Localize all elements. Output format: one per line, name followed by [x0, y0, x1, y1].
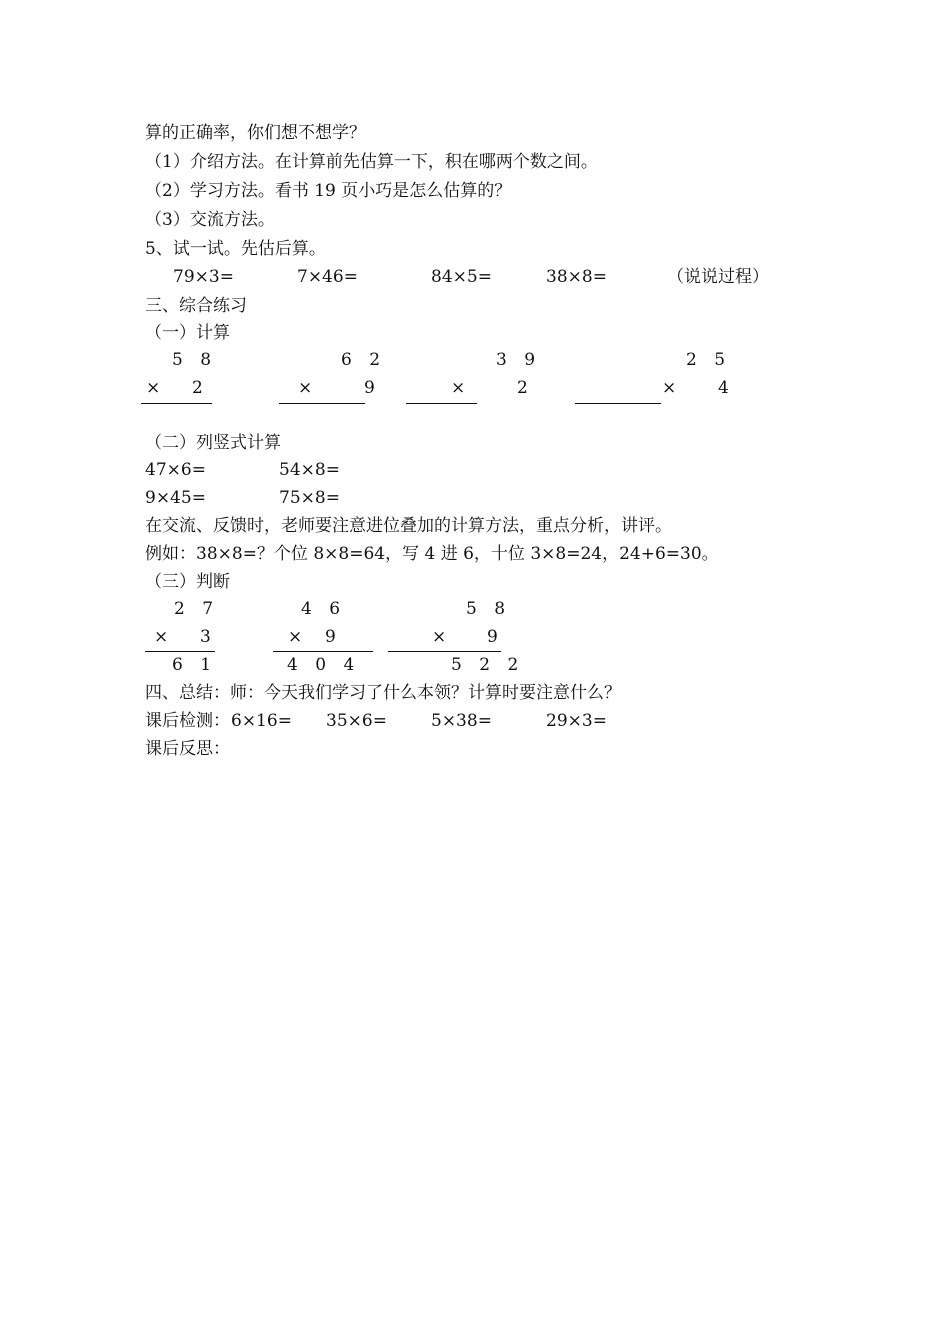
calc-title: （一）计算 — [145, 323, 230, 343]
calc-bottom: 2 — [192, 378, 203, 398]
answer-line — [273, 651, 373, 652]
try-it-item: 7×46= — [297, 267, 358, 287]
judge-bottom: 9 — [487, 627, 498, 647]
times-sign: × — [288, 627, 303, 647]
test-item: 35×6= — [326, 711, 387, 731]
judge-title: （三）判断 — [145, 572, 230, 592]
answer-line — [575, 403, 661, 404]
calc-bottom: 9 — [364, 378, 375, 398]
try-it-note: （说说过程） — [667, 267, 769, 287]
test-item: 6×16= — [231, 711, 292, 731]
vertical-item: 9×45= — [145, 488, 206, 508]
times-sign: × — [154, 627, 169, 647]
judge-result: 6 1 — [172, 655, 218, 675]
example-text: 例如：38×8=？个位 8×8=64，写 4 进 6，十位 3×8=24，24+6=30。 — [145, 544, 719, 564]
try-it-item: 79×3= — [173, 267, 234, 287]
answer-line — [279, 403, 365, 404]
times-sign: × — [298, 378, 313, 398]
vertical-item: 75×8= — [279, 488, 340, 508]
method-step-1: （1）介绍方法。在计算前先估算一下，积在哪两个数之间。 — [145, 152, 598, 172]
method-step-2: （2）学习方法。看书 19 页小巧是怎么估算的？ — [145, 181, 512, 201]
summary-text: 四、总结：师：今天我们学习了什么本领？计算时要注意什么？ — [145, 683, 621, 703]
judge-result: 5 2 2 — [451, 655, 525, 675]
answer-line — [388, 651, 501, 652]
calc-top: 6 2 — [341, 350, 387, 370]
calc-top: 3 9 — [496, 350, 542, 370]
times-sign: × — [146, 378, 161, 398]
practice-title: 三、综合练习 — [145, 296, 247, 316]
times-sign: × — [662, 378, 677, 398]
test-label: 课后检测： — [145, 711, 230, 731]
method-step-3: （3）交流方法。 — [145, 210, 275, 230]
try-it-title: 5、试一试。先估后算。 — [145, 239, 326, 259]
vertical-item: 47×6= — [145, 460, 206, 480]
reflection-label: 课后反思： — [145, 739, 230, 759]
calc-top: 2 5 — [686, 350, 732, 370]
try-it-item: 84×5= — [431, 267, 492, 287]
test-item: 29×3= — [546, 711, 607, 731]
judge-bottom: 3 — [200, 627, 211, 647]
try-it-item: 38×8= — [546, 267, 607, 287]
calc-top: 5 8 — [172, 350, 218, 370]
judge-bottom: 9 — [325, 627, 336, 647]
times-sign: × — [432, 627, 447, 647]
calc-bottom: 4 — [718, 378, 729, 398]
answer-line — [141, 403, 212, 404]
judge-top: 5 8 — [466, 599, 512, 619]
judge-result: 4 0 4 — [287, 655, 361, 675]
intro-line: 算的正确率，你们想不想学？ — [145, 123, 366, 143]
answer-line — [406, 403, 477, 404]
vertical-title: （二）列竖式计算 — [145, 433, 281, 453]
judge-top: 4 6 — [301, 599, 347, 619]
answer-line — [145, 651, 215, 652]
feedback-text: 在交流、反馈时，老师要注意进位叠加的计算方法，重点分析，讲评。 — [145, 516, 672, 536]
vertical-item: 54×8= — [279, 460, 340, 480]
test-item: 5×38= — [431, 711, 492, 731]
times-sign: × — [451, 378, 466, 398]
judge-top: 2 7 — [174, 599, 220, 619]
calc-bottom: 2 — [517, 378, 528, 398]
